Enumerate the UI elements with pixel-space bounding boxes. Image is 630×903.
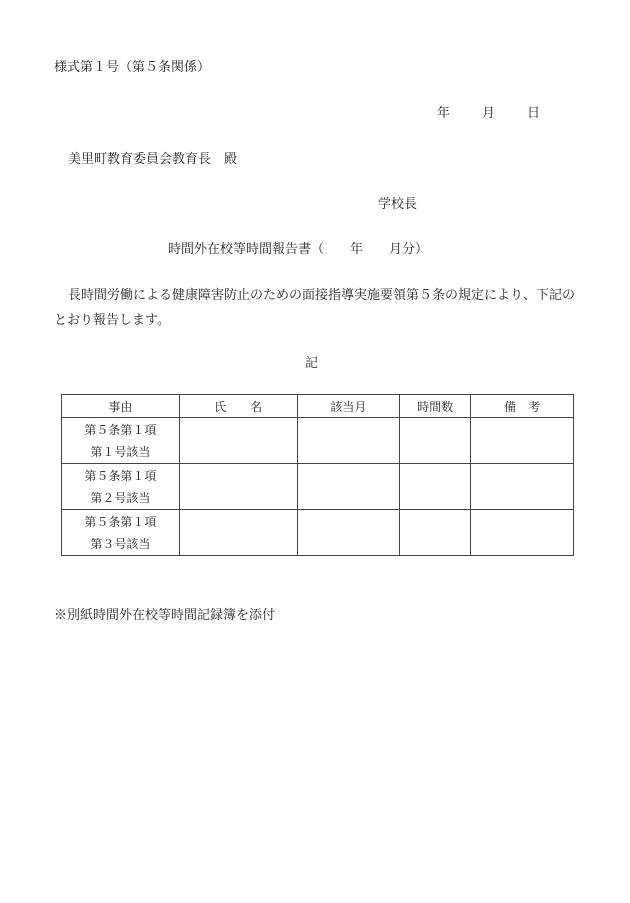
header-reason: 事由 [62,395,180,418]
addressee: 美里町教育委員会教育長 殿 [68,152,238,167]
document-title: 時間外在校等時間報告書（ 年 月分） [168,242,429,257]
reason-line2: 第３号該当 [90,536,151,551]
ki-heading: 記 [305,356,319,371]
reason-line1: 第５条第１項 [84,514,157,529]
reason-cell [62,464,180,510]
year-label: 年 [437,106,451,121]
month-cell[interactable] [297,464,400,510]
principal-label: 学校長 [378,197,418,212]
form-number: 様式第１号（第５条関係） [54,60,211,75]
report-table [61,394,574,556]
name-cell[interactable] [179,418,297,464]
table-header-row [62,395,574,418]
table-row [62,418,574,464]
reason-line2: 第２号該当 [90,490,151,505]
body-text: 長時間労働による健康障害防止のための面接指導実施要領第５条の規定により、下記のとおり報告します。 [54,288,576,328]
hours-cell[interactable] [400,510,471,556]
header-month: 該当月 [297,395,400,418]
remarks-cell[interactable] [471,418,574,464]
name-cell[interactable] [179,464,297,510]
hours-cell[interactable] [400,418,471,464]
header-hours: 時間数 [400,395,471,418]
reason-line2: 第１号該当 [90,444,151,459]
month-cell[interactable] [297,418,400,464]
remarks-cell[interactable] [471,464,574,510]
reason-line1: 第５条第１項 [84,422,157,437]
reason-line1: 第５条第１項 [84,468,157,483]
reason-cell [62,510,180,556]
hours-cell[interactable] [400,464,471,510]
table-row [62,464,574,510]
remarks-cell[interactable] [471,510,574,556]
month-cell[interactable] [297,510,400,556]
month-label: 月 [482,106,496,121]
attachment-note: ※別紙時間外在校等時間記録簿を添付 [54,608,276,623]
reason-cell [62,418,180,464]
date-line [437,102,540,121]
header-remarks: 備 考 [471,395,574,418]
table-row [62,510,574,556]
header-name: 氏 名 [179,395,297,418]
name-cell[interactable] [179,510,297,556]
day-label: 日 [527,106,541,121]
